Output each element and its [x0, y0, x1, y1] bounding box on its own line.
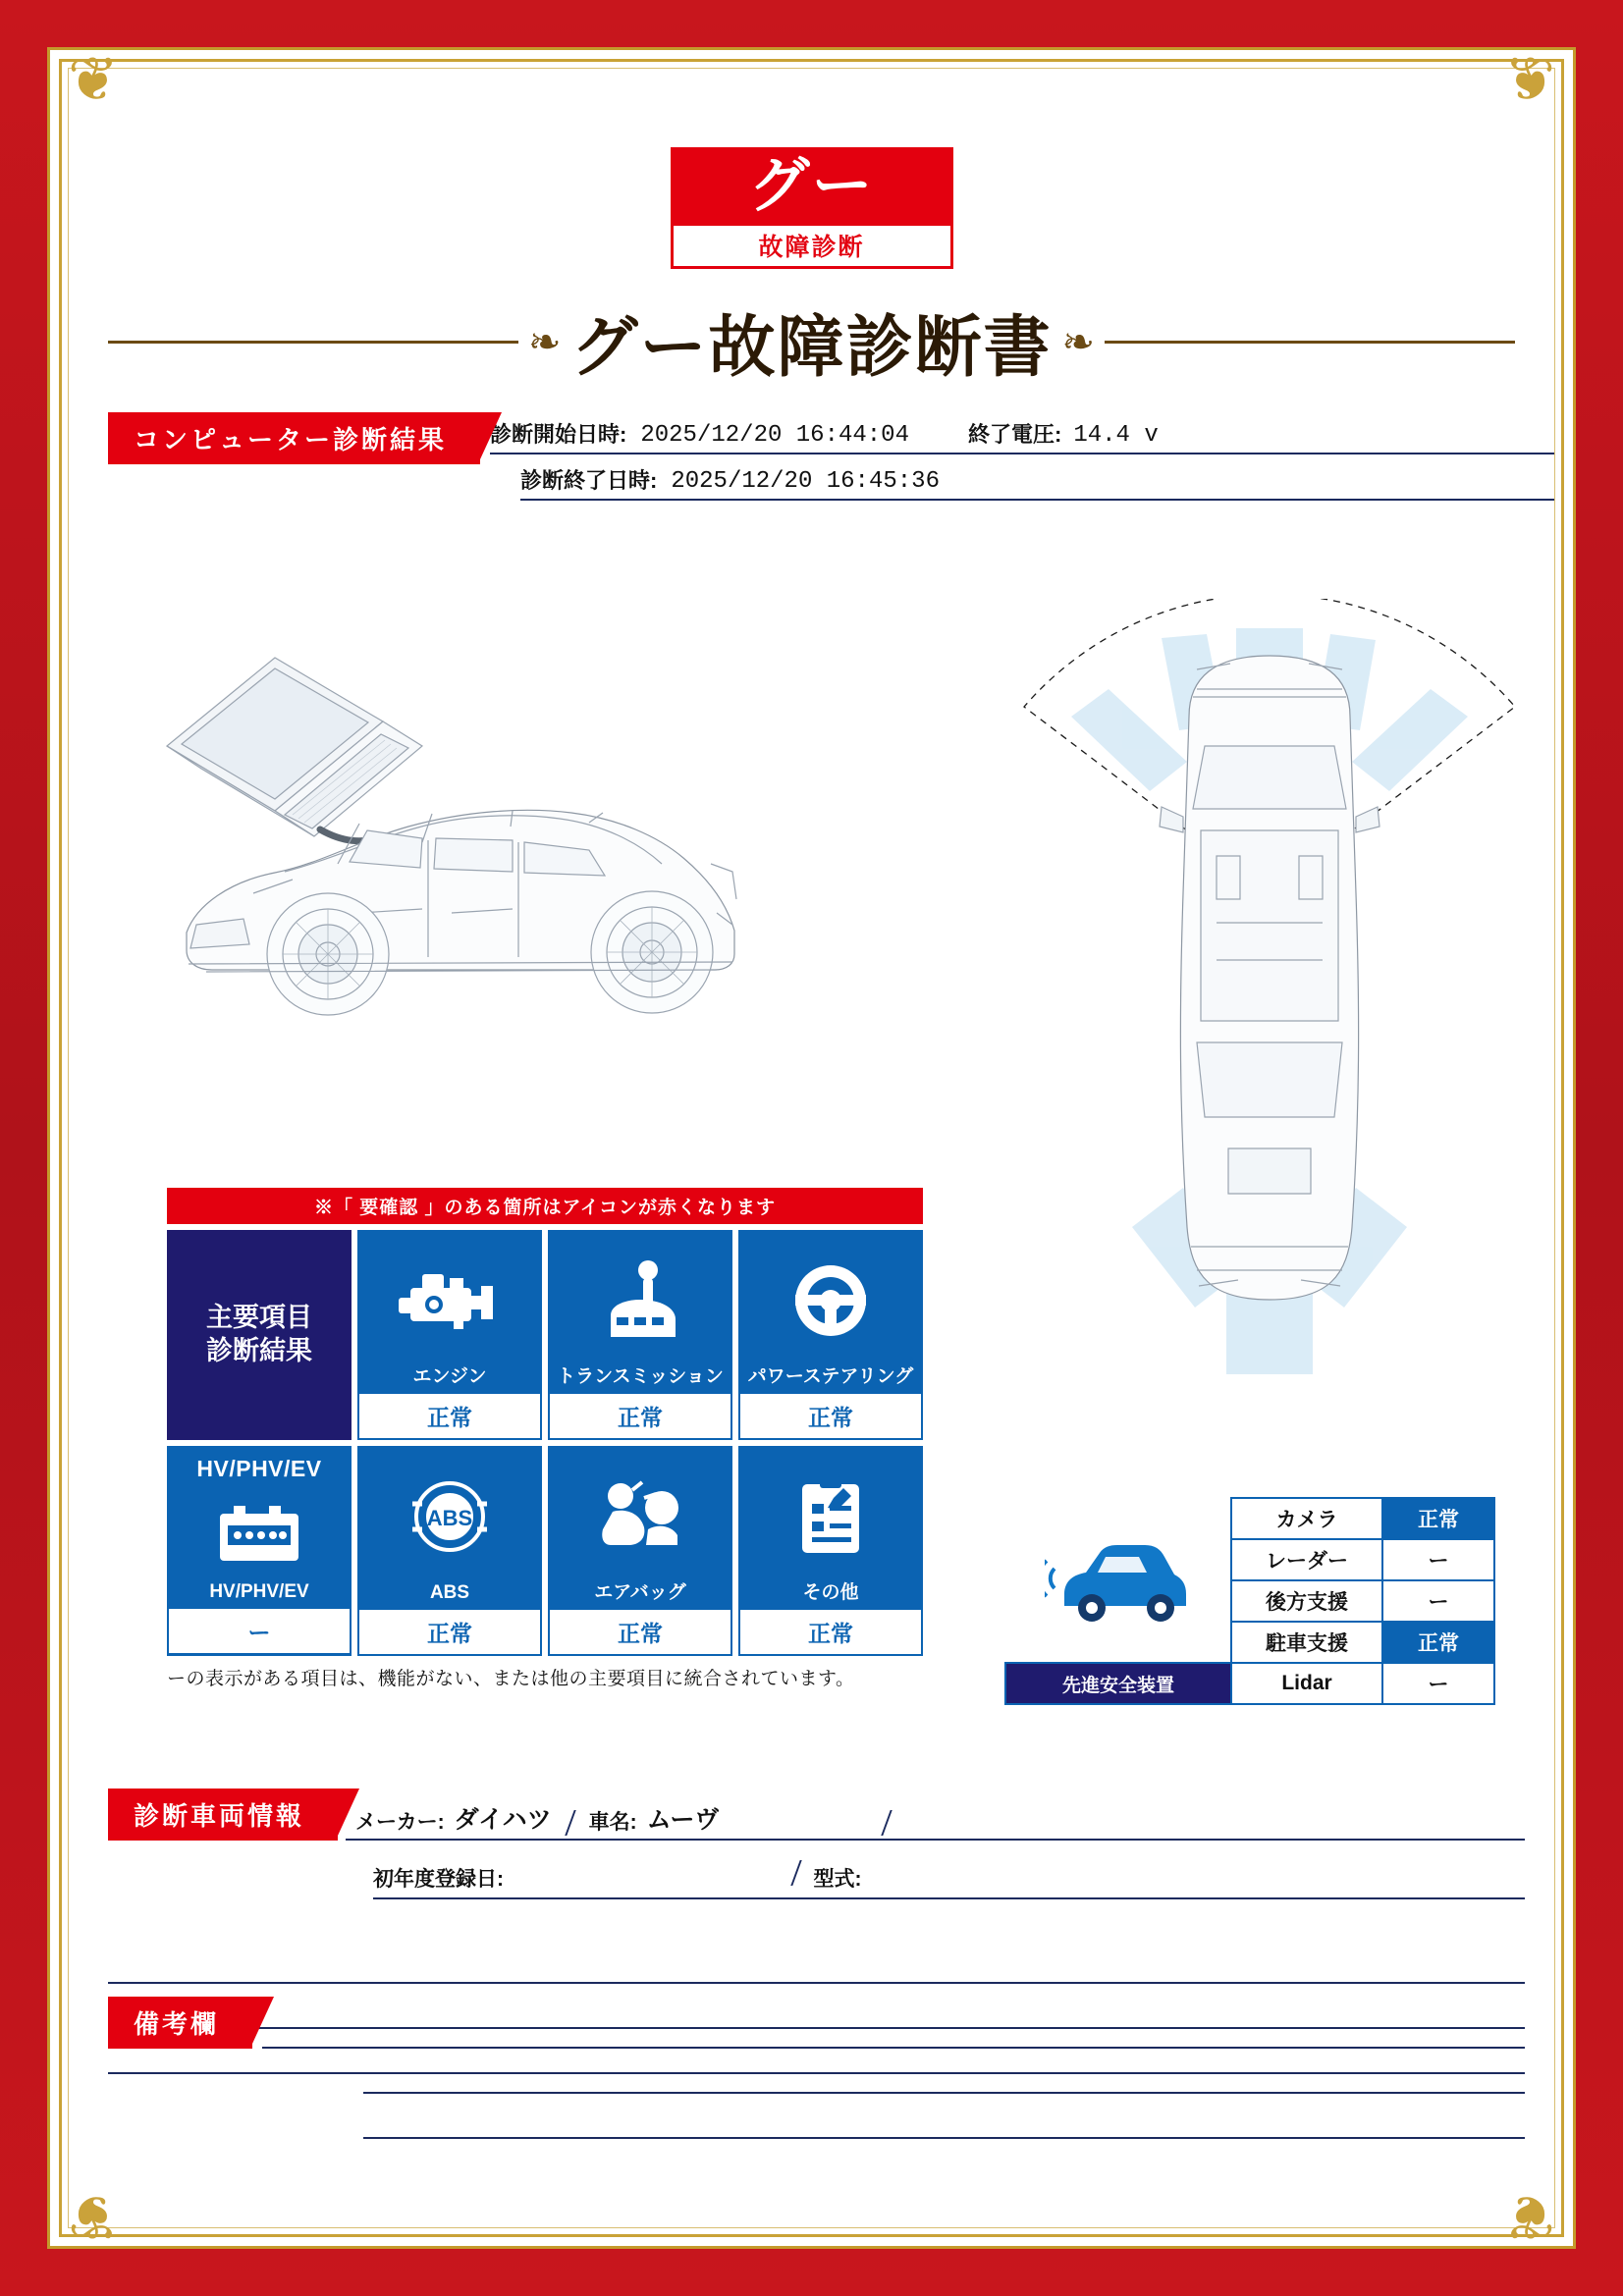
- car-name-value: ムーヴ: [646, 1806, 720, 1834]
- car-top-view: [1160, 656, 1380, 1300]
- end-voltage-value: 14.4 v: [1073, 422, 1159, 449]
- diagnosis-end-value: 2025/12/20 16:45:36: [671, 468, 940, 495]
- brand-logo: [671, 147, 953, 269]
- remarks-section: [108, 1997, 1554, 2139]
- document-content: [69, 69, 1554, 2227]
- adas-status-parking-support: 正常: [1382, 1622, 1494, 1663]
- logo-mark: グー: [671, 147, 953, 226]
- main-items-header-line2: 診断結果: [206, 1335, 312, 1365]
- item-other: [738, 1446, 923, 1656]
- car-name-label: 車名:: [588, 1811, 637, 1834]
- diagnosis-start-label: 診断開始日時:: [490, 422, 627, 447]
- battery-icon: [167, 1486, 352, 1578]
- document-title-row: [108, 294, 1515, 390]
- adas-label-camera: カメラ: [1231, 1498, 1382, 1539]
- item-hv-title: HV/PHV/EV: [196, 1455, 322, 1481]
- computer-result-section: [108, 412, 1554, 501]
- item-transmission-name: トランスミッション: [557, 1366, 724, 1387]
- title-rule-left: [108, 341, 518, 344]
- item-airbag-name: エアバッグ: [594, 1581, 686, 1603]
- item-hv-phv-ev: [167, 1446, 352, 1656]
- diagnosis-start-row: [490, 418, 1554, 454]
- adas-status-camera: 正常: [1382, 1498, 1494, 1539]
- corner-ornament-icon: ❦: [68, 2182, 119, 2250]
- engine-icon: [357, 1230, 542, 1363]
- svg-text:ABS: ABS: [426, 1505, 473, 1530]
- item-abs: [357, 1446, 542, 1656]
- model-code-label: 型式:: [813, 1868, 862, 1891]
- main-items-section: [167, 1188, 923, 1690]
- adas-footer-label: 先進安全装置: [1005, 1663, 1231, 1704]
- main-items-header: [167, 1230, 352, 1440]
- adas-table: [1004, 1497, 1495, 1705]
- remarks-line: [363, 2049, 1525, 2094]
- item-engine-status: 正常: [357, 1394, 542, 1440]
- adas-status-rear-support: ー: [1382, 1580, 1494, 1622]
- vehicle-info-row2: [108, 1854, 1554, 1899]
- item-engine: [357, 1230, 542, 1440]
- adas-status-lidar: ー: [1382, 1663, 1494, 1704]
- section-label-remarks: 備考欄: [108, 1997, 252, 2049]
- end-voltage-label: 終了電圧:: [968, 422, 1062, 447]
- car-side-view: [187, 810, 736, 1015]
- page-title: グー故障診断書: [570, 310, 1053, 385]
- adas-table-section: [1004, 1497, 1495, 1705]
- clipboard-icon: [738, 1446, 923, 1579]
- corner-ornament-icon: ❦: [1504, 46, 1555, 114]
- airbag-icon: [548, 1446, 732, 1579]
- diagnosis-end-row: [520, 464, 1554, 501]
- section-label-computer-result: コンピューター診断結果: [108, 412, 480, 464]
- item-abs-status: 正常: [357, 1610, 542, 1656]
- remarks-lines: [108, 2049, 1554, 2139]
- adas-row: [1005, 1663, 1494, 1704]
- title-rule-right: [1105, 341, 1515, 344]
- item-engine-name: エンジン: [412, 1366, 487, 1387]
- blue-car-icon: [1005, 1498, 1231, 1663]
- adas-sensor-illustration: [1014, 599, 1525, 1482]
- item-power-steering-status: 正常: [738, 1394, 923, 1440]
- adas-status-radar: ー: [1382, 1539, 1494, 1580]
- corner-ornament-icon: ❦: [1504, 2182, 1555, 2250]
- field-divider: [882, 1810, 893, 1836]
- first-registration-label: 初年度登録日:: [373, 1868, 504, 1891]
- main-items-header-line1: 主要項目: [206, 1303, 312, 1333]
- item-hv-status: ー: [167, 1609, 352, 1655]
- title-ornament-icon: ❧: [527, 320, 562, 364]
- steering-icon: [738, 1230, 923, 1363]
- item-power-steering: [738, 1230, 923, 1440]
- items-footnote: ーの表示がある項目は、機能がない、または他の主要項目に統合されています。: [167, 1668, 855, 1689]
- adas-label-lidar: Lidar: [1231, 1663, 1382, 1704]
- laptop-car-illustration: [128, 618, 913, 1060]
- items-note: ※「 要確認 」のある箇所はアイコンが赤くなります: [167, 1188, 923, 1224]
- maker-value: ダイハツ: [454, 1806, 552, 1834]
- title-ornament-icon: ❧: [1061, 320, 1096, 364]
- diagnosis-start-value: 2025/12/20 16:44:04: [640, 422, 909, 449]
- remarks-line: [363, 2094, 1525, 2139]
- laptop-icon: [167, 658, 422, 836]
- item-power-steering-name: パワーステアリング: [747, 1366, 914, 1387]
- item-transmission-status: 正常: [548, 1394, 732, 1440]
- abs-icon: [357, 1446, 542, 1579]
- main-items-grid-row2: [167, 1446, 923, 1656]
- adas-label-parking-support: 駐車支援: [1231, 1622, 1382, 1663]
- item-abs-name: ABS: [429, 1581, 470, 1603]
- section-label-vehicle-info: 診断車両情報: [108, 1789, 338, 1841]
- item-airbag: [548, 1446, 732, 1656]
- adas-row: [1005, 1498, 1494, 1539]
- item-airbag-status: 正常: [548, 1610, 732, 1656]
- item-transmission: [548, 1230, 732, 1440]
- corner-ornament-icon: ❦: [68, 46, 119, 114]
- item-hv-name: HV/PHV/EV: [209, 1580, 309, 1602]
- diagnosis-end-label: 診断終了日時:: [520, 468, 658, 493]
- item-other-status: 正常: [738, 1610, 923, 1656]
- adas-label-rear-support: 後方支援: [1231, 1580, 1382, 1622]
- transmission-icon: [548, 1230, 732, 1363]
- item-other-name: その他: [802, 1581, 859, 1603]
- main-items-grid-row1: [167, 1230, 923, 1440]
- logo-subtitle: 故障診断: [671, 226, 953, 269]
- adas-label-radar: レーダー: [1231, 1539, 1382, 1580]
- field-divider: [565, 1810, 575, 1836]
- maker-label: メーカー:: [355, 1811, 445, 1834]
